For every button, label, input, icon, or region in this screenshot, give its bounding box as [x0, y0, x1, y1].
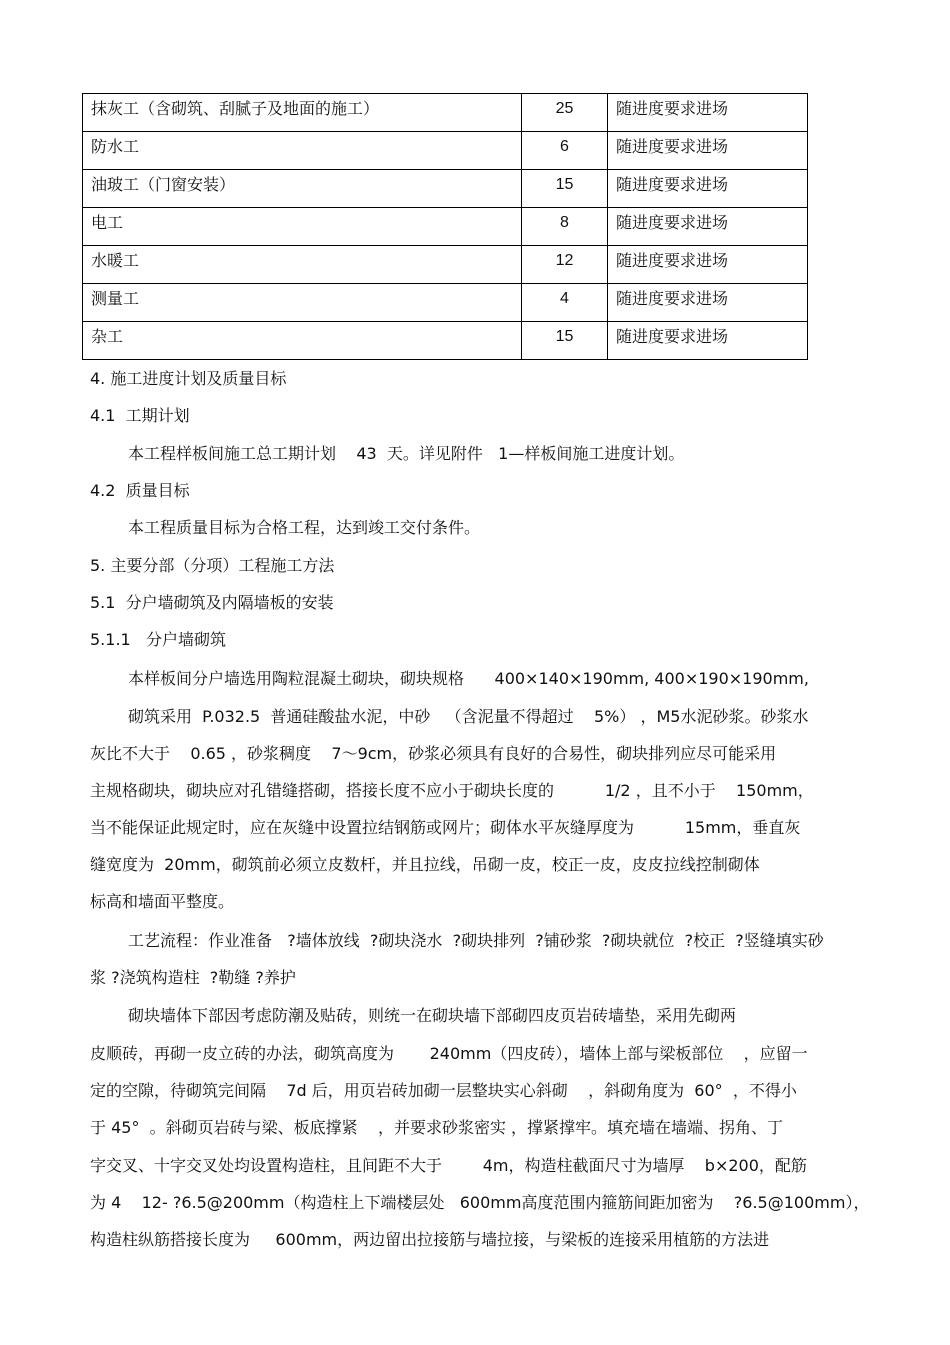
count-cell: 8 — [522, 208, 608, 246]
paragraph-line: 灰比不大于 0.65 ，砂浆稠度 7～9cm，砂浆必须具有良好的合易性，砌块排列应尽可能采用 — [90, 744, 777, 763]
trade-cell: 防水工 — [83, 132, 522, 170]
note-cell: 随进度要求进场 — [608, 170, 808, 208]
section-heading: 4. 施工进度计划及质量目标 — [90, 369, 287, 388]
paragraph-line: 主规格砌块，砌块应对孔错缝搭砌，搭接长度不应小于砌块长度的 1/2 ，且不小于 150mm， — [90, 781, 814, 800]
paragraph-line: 为 4 12- ?6.5@200mm（构造柱上下端楼层处 600mm高度范围内箍筋间距加密为 ?6.5@100mm）， — [90, 1193, 870, 1212]
count-cell: 6 — [522, 132, 608, 170]
subsection-heading: 5.1 分户墙砌筑及内隔墙板的安装 — [90, 593, 334, 612]
paragraph-line: 于 45° 。斜砌页岩砖与梁、板底撑紧 ，并要求砂浆密实 ，撑紧撑牢。填充墙在墙端、拐角、丁 — [90, 1118, 784, 1137]
count-cell: 15 — [522, 322, 608, 360]
note-cell: 随进度要求进场 — [608, 322, 808, 360]
note-cell: 随进度要求进场 — [608, 246, 808, 284]
paragraph-line: 当不能保证此规定时，应在灰缝中设置拉结钢筋或网片；砌体水平灰缝厚度为 15mm，垂直灰 — [90, 818, 801, 837]
trade-cell: 测量工 — [83, 284, 522, 322]
note-cell: 随进度要求进场 — [608, 208, 808, 246]
table-row — [83, 284, 808, 322]
subsection-heading: 4.2 质量目标 — [90, 481, 190, 500]
count-cell: 12 — [522, 246, 608, 284]
paragraph-line: 本工程样板间施工总工期计划 43 天。详见附件 1—样板间施工进度计划。 — [128, 444, 685, 463]
trade-cell: 电工 — [83, 208, 522, 246]
table-row — [83, 208, 808, 246]
trade-cell: 杂工 — [83, 322, 522, 360]
table-row — [83, 322, 808, 360]
paragraph-line: 砌筑采用 P.032.5 普通硅酸盐水泥，中砂 （含泥量不得超过 5%） ，M5水泥砂浆。砂浆水 — [128, 707, 809, 726]
count-cell: 25 — [522, 94, 608, 132]
count-cell: 15 — [522, 170, 608, 208]
table-row — [83, 132, 808, 170]
paragraph-line: 定的空隙，待砌筑完间隔 7d 后，用页岩砖加砌一层整块实心斜砌 ，斜砌角度为 60° ，不得小 — [90, 1081, 797, 1100]
trade-cell: 抹灰工（含砌筑、刮腻子及地面的施工） — [83, 94, 522, 132]
paragraph-line: 字交叉、十字交叉处均设置构造柱，且间距不大于 4m，构造柱截面尺寸为墙厚 b×200，配筋 — [90, 1156, 807, 1175]
paragraph-line: 本工程质量目标为合格工程，达到竣工交付条件。 — [128, 518, 481, 537]
paragraph-line: 本样板间分户墙选用陶粒混凝土砌块，砌块规格 400×140×190mm, 400×190×190mm, — [128, 669, 809, 688]
paragraph-line: 缝宽度为 20mm，砌筑前必须立皮数杆，并且拉线，吊砌一皮，校正一皮，皮皮拉线控制砌体 — [90, 855, 760, 874]
subsection-heading: 4.1 工期计划 — [90, 406, 190, 425]
table-row — [83, 246, 808, 284]
section-heading: 5. 主要分部（分项）工程施工方法 — [90, 556, 335, 575]
paragraph-line: 砌块墙体下部因考虑防潮及贴砖，则统一在砌块墙下部砌四皮页岩砖墙垫，采用先砌两 — [128, 1006, 737, 1025]
trade-cell: 水暖工 — [83, 246, 522, 284]
note-cell: 随进度要求进场 — [608, 132, 808, 170]
process-flow-line: 工艺流程：作业准备 ?墙体放线 ?砌块浇水 ?砌块排列 ?铺砂浆 ?砌块就位 ?校正 ?竖缝填实砂 — [128, 931, 824, 950]
labor-table — [82, 93, 808, 360]
trade-cell: 油玻工（门窗安装） — [83, 170, 522, 208]
note-cell: 随进度要求进场 — [608, 94, 808, 132]
paragraph-line: 构造柱纵筋搭接长度为 600mm，两边留出拉接筋与墙拉接，与梁板的连接采用植筋的方法进 — [90, 1230, 770, 1249]
note-cell: 随进度要求进场 — [608, 284, 808, 322]
table-row — [83, 94, 808, 132]
subsection-heading: 5.1.1 分户墙砌筑 — [90, 630, 226, 649]
paragraph-line: 标高和墙面平整度。 — [90, 892, 235, 911]
table-row — [83, 170, 808, 208]
process-flow-line: 浆 ?浇筑构造柱 ?勒缝 ?养护 — [90, 968, 296, 987]
count-cell: 4 — [522, 284, 608, 322]
paragraph-line: 皮顺砖，再砌一皮立砖的办法，砌筑高度为 240mm（四皮砖），墙体上部与梁板部位 ，应留一 — [90, 1044, 808, 1063]
